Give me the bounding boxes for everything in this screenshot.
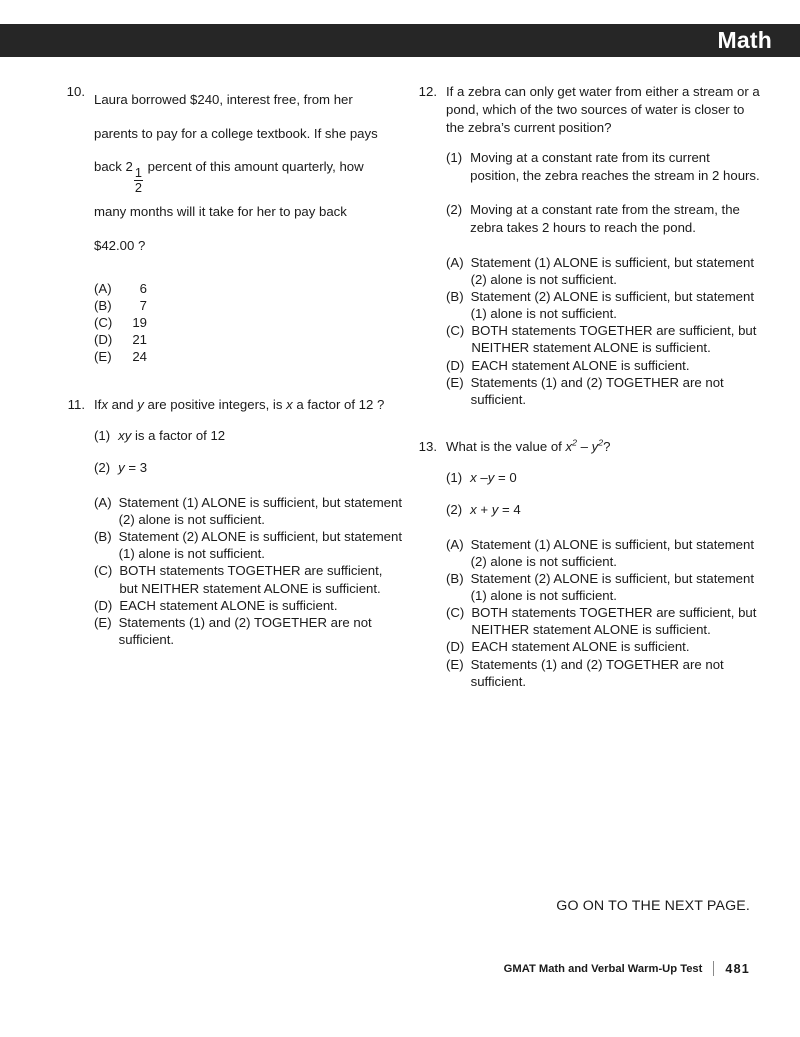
- math-variable-x: x: [101, 397, 108, 413]
- statement-item: [94, 459, 403, 477]
- choice-label: (D): [94, 332, 113, 348]
- choice-text: 21: [132, 332, 147, 348]
- choice-option[interactable]: [94, 314, 403, 331]
- choice-option[interactable]: [94, 494, 403, 528]
- choice-label: (C): [94, 563, 113, 579]
- statement-text: [470, 501, 760, 519]
- choice-option[interactable]: [94, 348, 403, 365]
- statement-item: [446, 149, 760, 185]
- statement-text: Moving at a constant rate from the stream, the zebra takes 2 hours to reach the pond.: [470, 202, 740, 235]
- question-10-number: 10.: [66, 84, 85, 99]
- choice-label: (C): [446, 605, 465, 621]
- question-10: [58, 83, 403, 365]
- math-variable-y: y: [137, 397, 144, 413]
- question-12: [410, 83, 760, 408]
- question-11: [58, 396, 403, 648]
- page-title: Math: [717, 27, 772, 53]
- choice-label: (B): [446, 570, 464, 586]
- choice-option[interactable]: [94, 297, 403, 314]
- choice-text: 7: [139, 297, 147, 313]
- choice-text: Statement (1) ALONE is sufficient, but statement (2) alone is not sufficient.: [470, 536, 755, 569]
- choice-option[interactable]: [94, 614, 403, 648]
- choice-text: Statement (1) ALONE is sufficient, but statement (2) alone is not sufficient.: [118, 494, 403, 527]
- choice-label: (A): [94, 494, 112, 510]
- math-variable-y: y: [487, 469, 495, 485]
- math-variable-y: y: [591, 439, 599, 455]
- question-13-choices: [446, 536, 760, 690]
- math-operator: +: [480, 501, 489, 517]
- choice-option[interactable]: [446, 322, 760, 356]
- choice-option[interactable]: [446, 357, 760, 374]
- choice-option[interactable]: [94, 528, 403, 562]
- stem-pre: If: [94, 397, 102, 413]
- math-variable-xy: xy: [118, 428, 132, 444]
- statement-label: (2): [94, 460, 111, 475]
- choice-label: (E): [94, 349, 112, 365]
- question-11-number: 11.: [67, 397, 85, 413]
- go-on-notice: GO ON TO THE NEXT PAGE.: [556, 898, 750, 914]
- choice-text: Statement (2) ALONE is sufficient, but statement (1) alone is not sufficient.: [470, 289, 755, 322]
- choice-option[interactable]: [446, 536, 760, 570]
- choice-label: (E): [446, 374, 464, 390]
- choice-text: BOTH statements TOGETHER are sufficient, but NEITHER statement ALONE is sufficient.: [471, 605, 757, 638]
- statement-text: [470, 469, 760, 487]
- statement-item: [446, 501, 760, 519]
- exponent: 2: [572, 437, 577, 448]
- stem-pre: What is the value of: [446, 439, 562, 455]
- question-12-stem: If a zebra can only get water from either a stream or a pond, which of the two sources of water is closer to the zebra’s current position?: [446, 84, 760, 135]
- choice-text: Statements (1) and (2) TOGETHER are not sufficient.: [470, 374, 724, 407]
- stem-post: ?: [603, 439, 611, 455]
- choice-label: (B): [94, 529, 112, 545]
- question-12-choices: [446, 254, 760, 408]
- question-12-number: 12.: [418, 84, 437, 99]
- choice-text: 19: [132, 314, 147, 330]
- choice-label: (D): [94, 597, 113, 613]
- choice-option[interactable]: [446, 656, 760, 690]
- choice-label: (B): [94, 297, 112, 313]
- statement-rest: = 3: [128, 460, 148, 475]
- stem-mid1: and: [111, 397, 134, 413]
- math-variable-x: x: [470, 469, 477, 485]
- statement-label: (2): [446, 202, 463, 218]
- page-header-bar: [0, 24, 800, 57]
- choice-text: Statements (1) and (2) TOGETHER are not sufficient.: [118, 614, 372, 648]
- question-11-stem: [94, 396, 403, 414]
- fraction-whole-part: 2: [125, 159, 133, 175]
- statement-text: [118, 459, 403, 477]
- math-equality: = 4: [502, 501, 521, 517]
- footer-page-number: 481: [725, 961, 750, 976]
- stem-mid2: are positive integers, is: [147, 397, 283, 413]
- question-13: [410, 438, 760, 690]
- question-11-header: [58, 396, 403, 414]
- question-11-choices: [94, 494, 403, 648]
- choice-text: Statement (1) ALONE is sufficient, but statement (2) alone is not sufficient.: [470, 254, 755, 287]
- choice-text: 24: [132, 349, 147, 365]
- statement-label: (1): [446, 469, 463, 485]
- choice-label: (E): [446, 656, 464, 672]
- choice-text: EACH statement ALONE is sufficient.: [471, 639, 690, 655]
- math-variable-y: y: [491, 501, 499, 517]
- math-equality: = 0: [498, 469, 517, 485]
- question-10-stem: [94, 83, 403, 263]
- choice-label: (B): [446, 289, 464, 304]
- question-10-header: [58, 83, 403, 263]
- footer-book-title: GMAT Math and Verbal Warm-Up Test: [503, 962, 703, 975]
- choice-option[interactable]: [446, 288, 760, 322]
- question-10-stem-line1: Laura borrowed $240, interest free, from her: [94, 92, 353, 107]
- fraction-numerator: 1: [134, 164, 142, 180]
- question-13-statements: [446, 469, 760, 519]
- page-footer: [0, 961, 800, 976]
- choice-label: (A): [94, 280, 112, 296]
- statement-label: (1): [446, 150, 463, 166]
- choice-option[interactable]: [446, 638, 760, 655]
- math-variable-x: x: [470, 501, 477, 517]
- choice-text: Statement (2) ALONE is sufficient, but statement (1) alone is not sufficient.: [470, 570, 755, 603]
- fraction-denominator: 2: [134, 180, 142, 196]
- choice-option[interactable]: [446, 570, 760, 604]
- question-11-statements: [94, 427, 403, 477]
- math-variable-x2: x: [286, 397, 293, 413]
- left-column: [58, 57, 403, 648]
- question-10-stem-line3-pre: back: [94, 159, 122, 175]
- question-10-choices: [94, 280, 403, 366]
- choice-label: (D): [446, 639, 465, 655]
- choice-label: (A): [446, 536, 464, 552]
- statement-item: [446, 469, 760, 487]
- question-12-header: [410, 83, 760, 136]
- math-operator: –: [480, 469, 488, 485]
- choice-option[interactable]: [94, 562, 403, 596]
- choice-text: Statements (1) and (2) TOGETHER are not sufficient.: [470, 656, 724, 689]
- math-variable-y: y: [118, 460, 125, 475]
- choice-text: EACH statement ALONE is sufficient.: [119, 597, 338, 613]
- choice-text: BOTH statements TOGETHER are sufficient, but NEITHER statement ALONE is sufficient.: [119, 563, 383, 596]
- fraction-glyph: [134, 164, 143, 196]
- footer-divider: [713, 961, 714, 976]
- statement-label: (1): [94, 428, 111, 444]
- statement-item: [94, 427, 403, 445]
- right-column: [410, 57, 760, 690]
- math-expression: [566, 439, 604, 454]
- question-12-statements: [446, 149, 760, 236]
- stem-post: a factor of 12 ?: [296, 397, 385, 413]
- exponent: 2: [598, 437, 604, 448]
- math-variable-x: x: [565, 439, 573, 455]
- question-10-stem-line5: $42.00 ?: [94, 237, 146, 253]
- choice-label: (C): [446, 323, 465, 339]
- statement-item: [446, 201, 760, 237]
- choice-text: Statement (2) ALONE is sufficient, but statement (1) alone is not sufficient.: [118, 529, 403, 562]
- choice-option[interactable]: [446, 254, 760, 288]
- choice-text: BOTH statements TOGETHER are sufficient, but NEITHER statement ALONE is sufficient.: [471, 323, 757, 356]
- mixed-fraction: [125, 159, 144, 196]
- choice-option[interactable]: [94, 331, 403, 348]
- math-operator-minus: –: [580, 439, 588, 455]
- choice-text: 6: [139, 280, 147, 296]
- choice-label: (E): [94, 614, 112, 630]
- choice-option[interactable]: [446, 374, 760, 408]
- statement-text: [118, 427, 403, 445]
- statement-rest: is a factor of 12: [134, 428, 226, 444]
- statement-text: Moving at a constant rate from its current position, the zebra reaches the stream in 2 hours.: [470, 150, 760, 184]
- question-13-header: [410, 438, 760, 456]
- statement-label: (2): [446, 501, 463, 517]
- choice-option[interactable]: [94, 597, 403, 614]
- choice-label: (D): [446, 357, 465, 373]
- question-10-stem-line4: many months will it take for her to pay back: [94, 204, 347, 220]
- choice-label: (C): [94, 314, 113, 330]
- question-13-stem: [446, 438, 760, 456]
- choice-label: (A): [446, 254, 464, 270]
- question-10-stem-line2: parents to pay for a college textbook. If she pays: [94, 125, 378, 141]
- question-13-number: 13.: [418, 439, 437, 455]
- question-10-stem-line3-post: percent of this amount quarterly, how: [147, 159, 364, 175]
- choice-text: EACH statement ALONE is sufficient.: [471, 357, 690, 373]
- choice-option[interactable]: [94, 280, 403, 297]
- choice-option[interactable]: [446, 604, 760, 638]
